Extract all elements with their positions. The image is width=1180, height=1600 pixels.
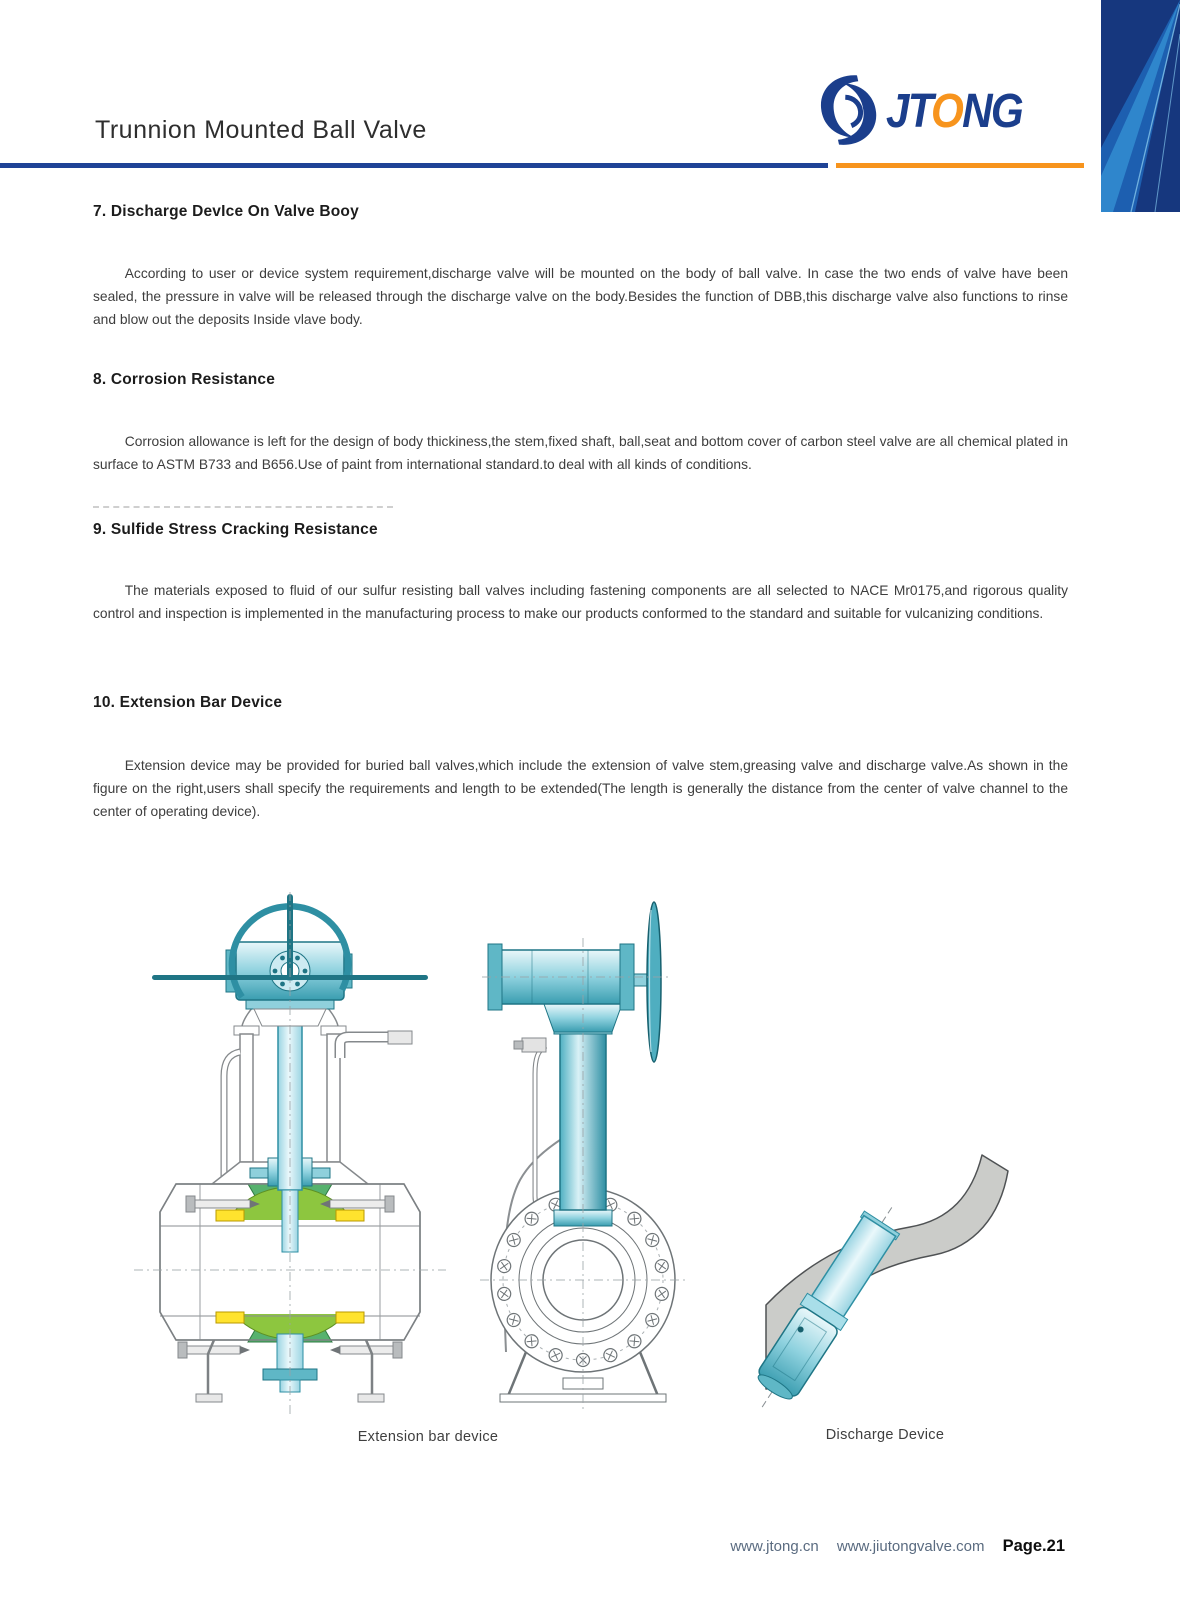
jtong-swirl-logo-icon [818,68,878,152]
footer-url-jiutongvalve[interactable]: www.jiutongvalve.com [836,1538,985,1555]
extension-figure-caption: Extension bar device [357,1429,499,1445]
logo-ng: NG [962,85,1022,138]
page-footer [716,1537,1065,1556]
scan-artifact-dashes [93,506,393,508]
logo-jt: JT [886,85,932,138]
extension-valve-front-drawing [130,882,450,1422]
section-9-body: The materials exposed to fluid of our sulfur resisting ball valves including fastening components are all selected to NACE Mr0175,and rigorous quality control and inspection is implemented in the manufacturing process to make our products conformed to the standard and suitable for vulcanizing conditions. [93,583,1068,621]
header-rule-orange [836,163,1084,168]
section-7-heading: 7. Discharge DevIce On Valve Booy [93,203,359,220]
section-8-heading: 8. Corrosion Resistance [93,371,276,388]
section-10-heading: 10. Extension Bar Device [93,694,283,711]
section-8-body: Corrosion allowance is left for the design of body thickiness,the stem,fixed shaft, ball,seat and bottom cover of carbon steel valve are all chemical plated in surface to ASTM B733 and B656.Use of paint from international standard.to deal with all kinds of conditions. [93,434,1068,472]
page-title: Trunnion Mounted Ball Valve [95,116,427,144]
extension-valve-side-drawing [468,880,728,1420]
section-corrosion-resistance [93,371,1068,476]
jtong-logo-wordmark [886,84,1022,139]
corner-decoration [1101,0,1180,212]
discharge-device-drawing [752,1135,1017,1445]
section-9-heading: 9. Sulfide Stress Cracking Resistance [93,521,378,538]
logo-o: O [931,85,963,138]
section-extension-bar [93,694,1068,823]
section-10-body: Extension device may be provided for buried ball valves,which include the extension of valve stem,greasing valve and discharge valve.As shown in the figure on the right,users shall specify the requirements and length to be extended(The length is generally the distance from the center of valve channel to the center of operating device). [93,758,1068,819]
discharge-figure-caption: Discharge Device [825,1427,945,1443]
section-sulfide-stress [93,521,1068,625]
section-discharge-device [93,203,1068,331]
footer-url-jtong[interactable]: www.jtong.cn [730,1538,819,1555]
page-number: Page.21 [1002,1537,1065,1555]
section-7-body: According to user or device system requirement,discharge valve will be mounted on the body of ball valve. In case the two ends of valve have been sealed, the pressure in valve will be released through the discharge valve on the body.Besides the function of DBB,this discharge valve also functions to rinse and blow out the deposits Inside vlave body. [93,266,1068,327]
header-rule-blue [0,163,828,168]
